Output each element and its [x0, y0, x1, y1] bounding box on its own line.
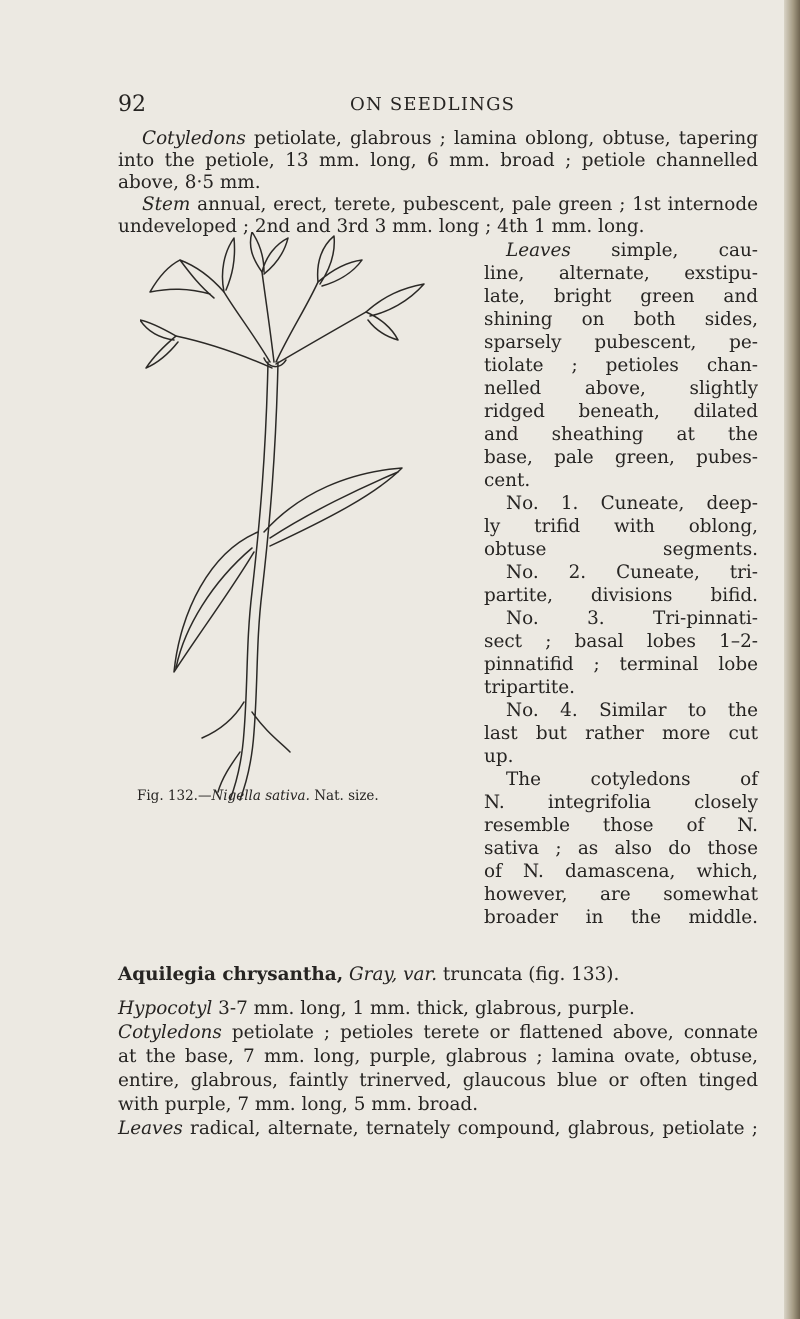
column-line: tripartite. [484, 677, 575, 698]
text-line: entire, glabrous, faintly trinerved, glaucous blue or often tinged [118, 1070, 758, 1091]
column-line: cent. [484, 470, 531, 491]
column-line: sparsely pubescent, pe- [484, 332, 758, 353]
column-line: ridged beneath, dilated [484, 401, 758, 422]
column-line: late, bright green and [484, 286, 758, 307]
column-line: base, pale green, pubes- [484, 447, 758, 468]
column-line: tiolate ; petioles chan- [484, 355, 758, 376]
running-header [118, 92, 758, 122]
column-line: sativa ; as also do those [484, 838, 758, 859]
column-line: of N. damascena, which, [484, 861, 758, 882]
column-line: however, are somewhat [484, 884, 758, 905]
column-line: No. 3. Tri-pinnati- [506, 608, 758, 629]
text-line: at the base, 7 mm. long, purple, glabrous ; lamina ovate, obtuse, [118, 1046, 758, 1067]
text-line: Hypocotyl 3-7 mm. long, 1 mm. thick, glabrous, purple. [118, 998, 635, 1019]
column-line: pinnatifid ; terminal lobe [484, 654, 758, 675]
column-line: nelled above, slightly [484, 378, 758, 399]
column-line: and sheathing at the [484, 424, 758, 445]
text-line: above, 8·5 mm. [118, 172, 261, 193]
column-line: No. 2. Cuneate, tri- [506, 562, 758, 583]
running-title: ON SEEDLINGS [350, 94, 516, 115]
species-heading: Aquilegia chrysantha, Gray, var. truncata (fig. 133). [118, 964, 620, 985]
column-line: ly trifid with oblong, [484, 516, 758, 537]
text-line: Leaves radical, alternate, ternately compound, glabrous, petiolate ; [118, 1118, 758, 1139]
column-line: up. [484, 746, 514, 767]
text-line: Cotyledons petiolate ; petioles terete or flattened above, connate [118, 1022, 758, 1043]
column-line: No. 4. Similar to the [506, 700, 758, 721]
column-line: partite, divisions bifid. [484, 585, 758, 606]
column-line: resemble those of N. [484, 815, 758, 836]
page-edge-shadow [784, 0, 800, 1319]
text-line: Stem annual, erect, terete, pubescent, pale green ; 1st internode [142, 194, 758, 215]
caption-scale: Nat. size. [314, 788, 379, 804]
text-line: Cotyledons petiolate, glabrous ; lamina oblong, obtuse, tapering [142, 128, 758, 149]
column-line: shining on both sides, [484, 309, 758, 330]
text-line: with purple, 7 mm. long, 5 mm. broad. [118, 1094, 479, 1115]
nigella-seedling-illustration [140, 232, 482, 802]
text-line: undeveloped ; 2nd and 3rd 3 mm. long ; 4th 1 mm. long. [118, 216, 645, 237]
column-line: broader in the middle. [484, 907, 758, 928]
column-line: No. 1. Cuneate, deep- [506, 493, 758, 514]
column-line: line, alternate, exstipu- [484, 263, 758, 284]
column-line: Leaves simple, cau- [506, 240, 758, 261]
figure-caption [137, 788, 379, 804]
text-line: into the petiole, 13 mm. long, 6 mm. broad ; petiole channelled [118, 150, 758, 171]
column-line: obtuse segments. [484, 539, 758, 560]
caption-species: Nigella sativa. [211, 788, 310, 804]
page-number: 92 [118, 92, 146, 117]
caption-fig-number: Fig. 132.— [137, 788, 212, 804]
column-line: N. integrifolia closely [484, 792, 758, 813]
column-line: last but rather more cut [484, 723, 758, 744]
column-line: sect ; basal lobes 1–2- [484, 631, 758, 652]
column-line: The cotyledons of [506, 769, 758, 790]
